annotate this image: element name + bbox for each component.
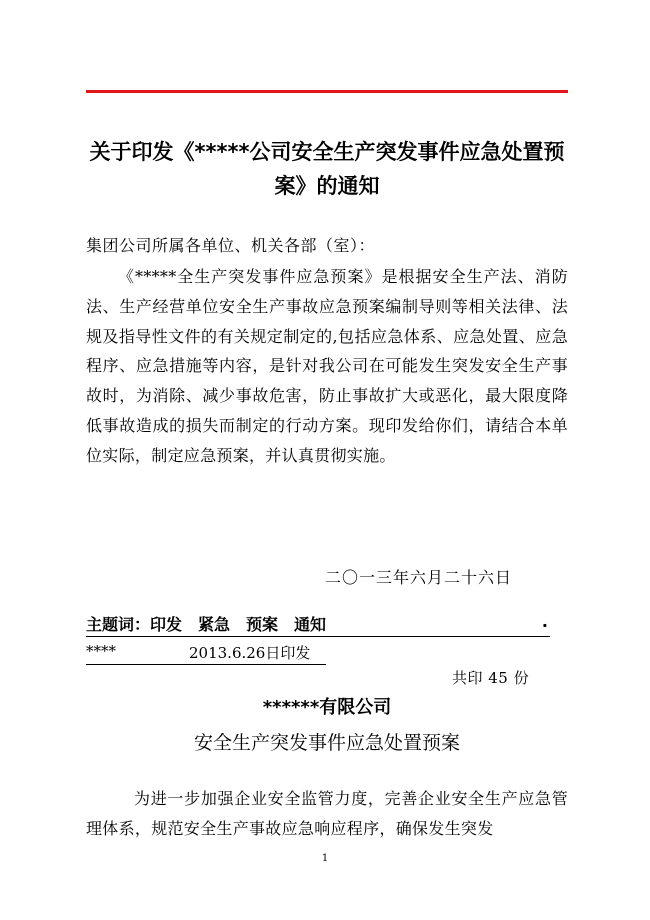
copies-count: 共印 45 份 — [452, 669, 530, 687]
notice-body-paragraph: 《*****全生产突发事件应急预案》是根据安全生产法、消防法、生产经营单位安全生产事故应急预案编制导则等相关法律、法规及指导性文件的有关规定制定的,包括应急体系、应急处置、应急程序、应急措施等内容，是针对我公司在可能发生突发安全生产事故时，为消除、减少事故危害，防止事故扩大或恶化，最大限度降低事故造成的损失而制定的行动方案。现印发给你们，请结合本单位实际，制定应急预案，并认真贯彻实施。 — [86, 267, 568, 465]
subject-line-end: . — [541, 612, 548, 631]
subject-keywords: 主题词：印发 紧急 预案 通知 — [86, 615, 327, 634]
addressee: 集团公司所属各单位、机关各部（室）： — [86, 236, 376, 255]
page-number: 1 — [321, 853, 329, 864]
issued-date: 2013.6.26日印发 — [189, 644, 311, 662]
subject-keywords-line — [86, 612, 550, 637]
red-header-rule — [86, 90, 568, 93]
company-name: ******有限公司 — [262, 697, 392, 718]
notice-date: 二〇一三年六月二十六日 — [325, 568, 513, 587]
plan-intro-paragraph: 为进一步加强企业安全监管力度，完善企业安全生产应急管理体系，规范安全生产事故应急响应程序，确保发生突发 — [86, 789, 568, 838]
issuer-org: **** — [86, 642, 116, 660]
notice-title-line-1: 关于印发《*****公司安全生产突发事件应急处置预 — [89, 140, 565, 164]
plan-title: 安全生产突发事件应急处置预案 — [193, 732, 460, 754]
notice-title-line-2: 案》的通知 — [274, 174, 380, 198]
issuer-line — [86, 642, 326, 665]
